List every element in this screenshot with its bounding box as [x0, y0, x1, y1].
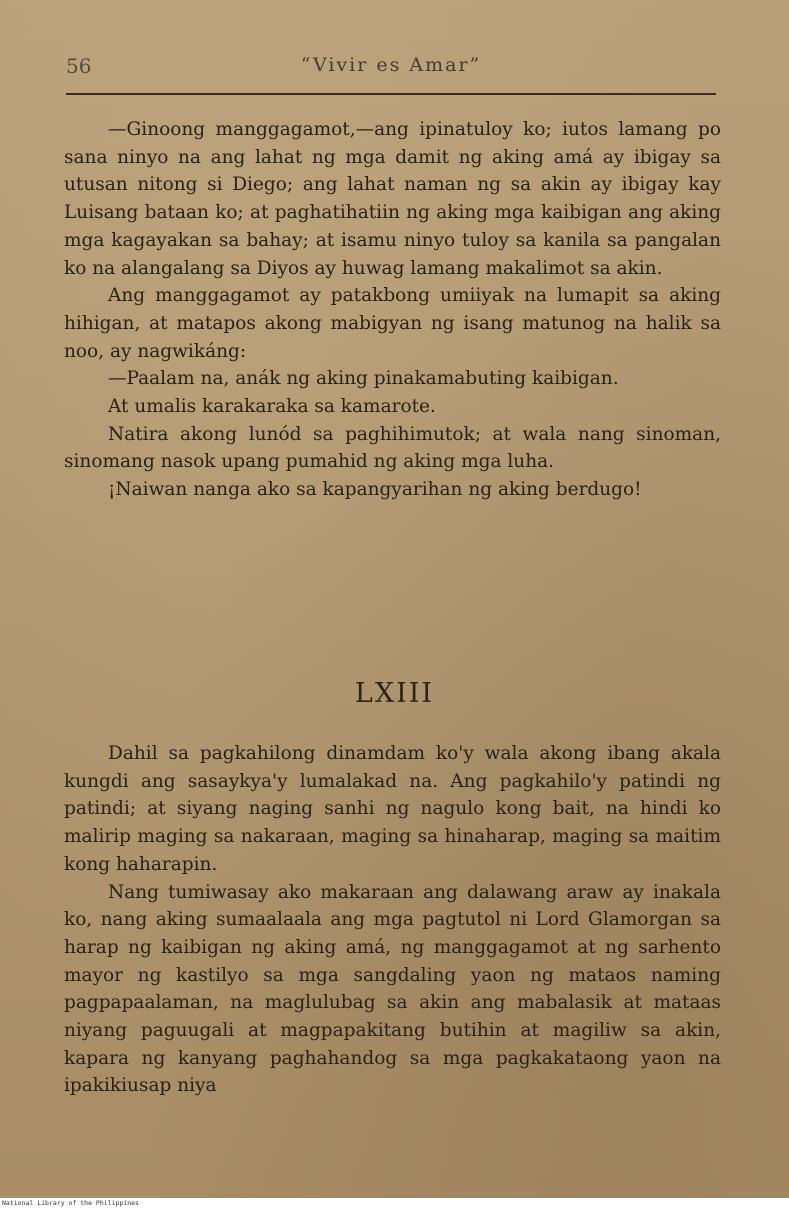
- paragraph: At umalis karakaraka sa kamarote.: [108, 396, 436, 418]
- footer-strip: [0, 1198, 789, 1208]
- library-credit: National Library of the Philippines: [2, 1199, 139, 1207]
- paragraph: —Paalam na, anák ng aking pinakamabuting kaibigan.: [108, 368, 619, 390]
- paragraph: Ang manggagamot ay patakbong umiiyak na lumapit sa aking hihigan, at matapos akong mabigyan ng isang matunog na halik sa noo, ay nagwikáng:: [64, 285, 721, 362]
- paragraph: Dahil sa pagkahilong dinamdam ko'y wala akong ibang akala kungdi ang sasaykya'y lumalakad na. Ang pagkahilo'y patindi ng patindi; at siyang naging sanhi ng nagulo kong bait, na hindi ko malirip maging sa nakaraan, maging sa hinaharap, maging sa maitim kong haharapin.: [64, 743, 721, 875]
- paragraph: Natira akong lunód sa paghihimutok; at wala nang sinoman, sinomang nasok upang pumahid ng aking mga luha.: [64, 423, 721, 473]
- paragraph: Nang tumiwasay ako makaraan ang dalawang araw ay inakala ko, nang aking sumaalaala ang mga pagtutol ni Lord Glamorgan sa harap ng kaibigan ng aking amá, ng manggagamot at ng sarhento mayor ng kastilyo sa mga sangdaling yaon ng mataos naming pagpapaalaman, na maglulubag sa akin ang mabalasik at mataas niyang paguugali at magpapakitang butihin at magiliw sa akin, kapara ng kanyang paghahandog sa mga pagkakataong yaon na ipakikiusap niya: [64, 881, 721, 1097]
- page-number: 56: [66, 54, 92, 78]
- running-title: “Vivir es Amar”: [300, 54, 482, 76]
- chapter-heading: LXIII: [354, 678, 435, 709]
- paragraph: —Ginoong manggagamot,—ang ipinatuloy ko; iutos lamang po sana ninyo na ang lahat ng mga damit ng aking amá ay ibigay sa utusan nitong si Diego; ang lahat naman ng sa akin ay ibigay kay Luisang bataan ko; at paghatihatiin ng aking mga kaibigan ang aking mga kagayakan sa bahay; at isamu ninyo tuloy sa kanila sa pangalan ko na alangalang sa Diyos ay huwag lamang makalimot sa akin.: [64, 119, 721, 279]
- text-block-before-chapter: [64, 116, 721, 504]
- paragraph: ¡Naiwan nanga ako sa kapangyarihan ng aking berdugo!: [108, 479, 642, 501]
- text-block-after-chapter: [64, 740, 721, 1100]
- header-rule: [66, 93, 716, 95]
- page-header: [66, 50, 716, 80]
